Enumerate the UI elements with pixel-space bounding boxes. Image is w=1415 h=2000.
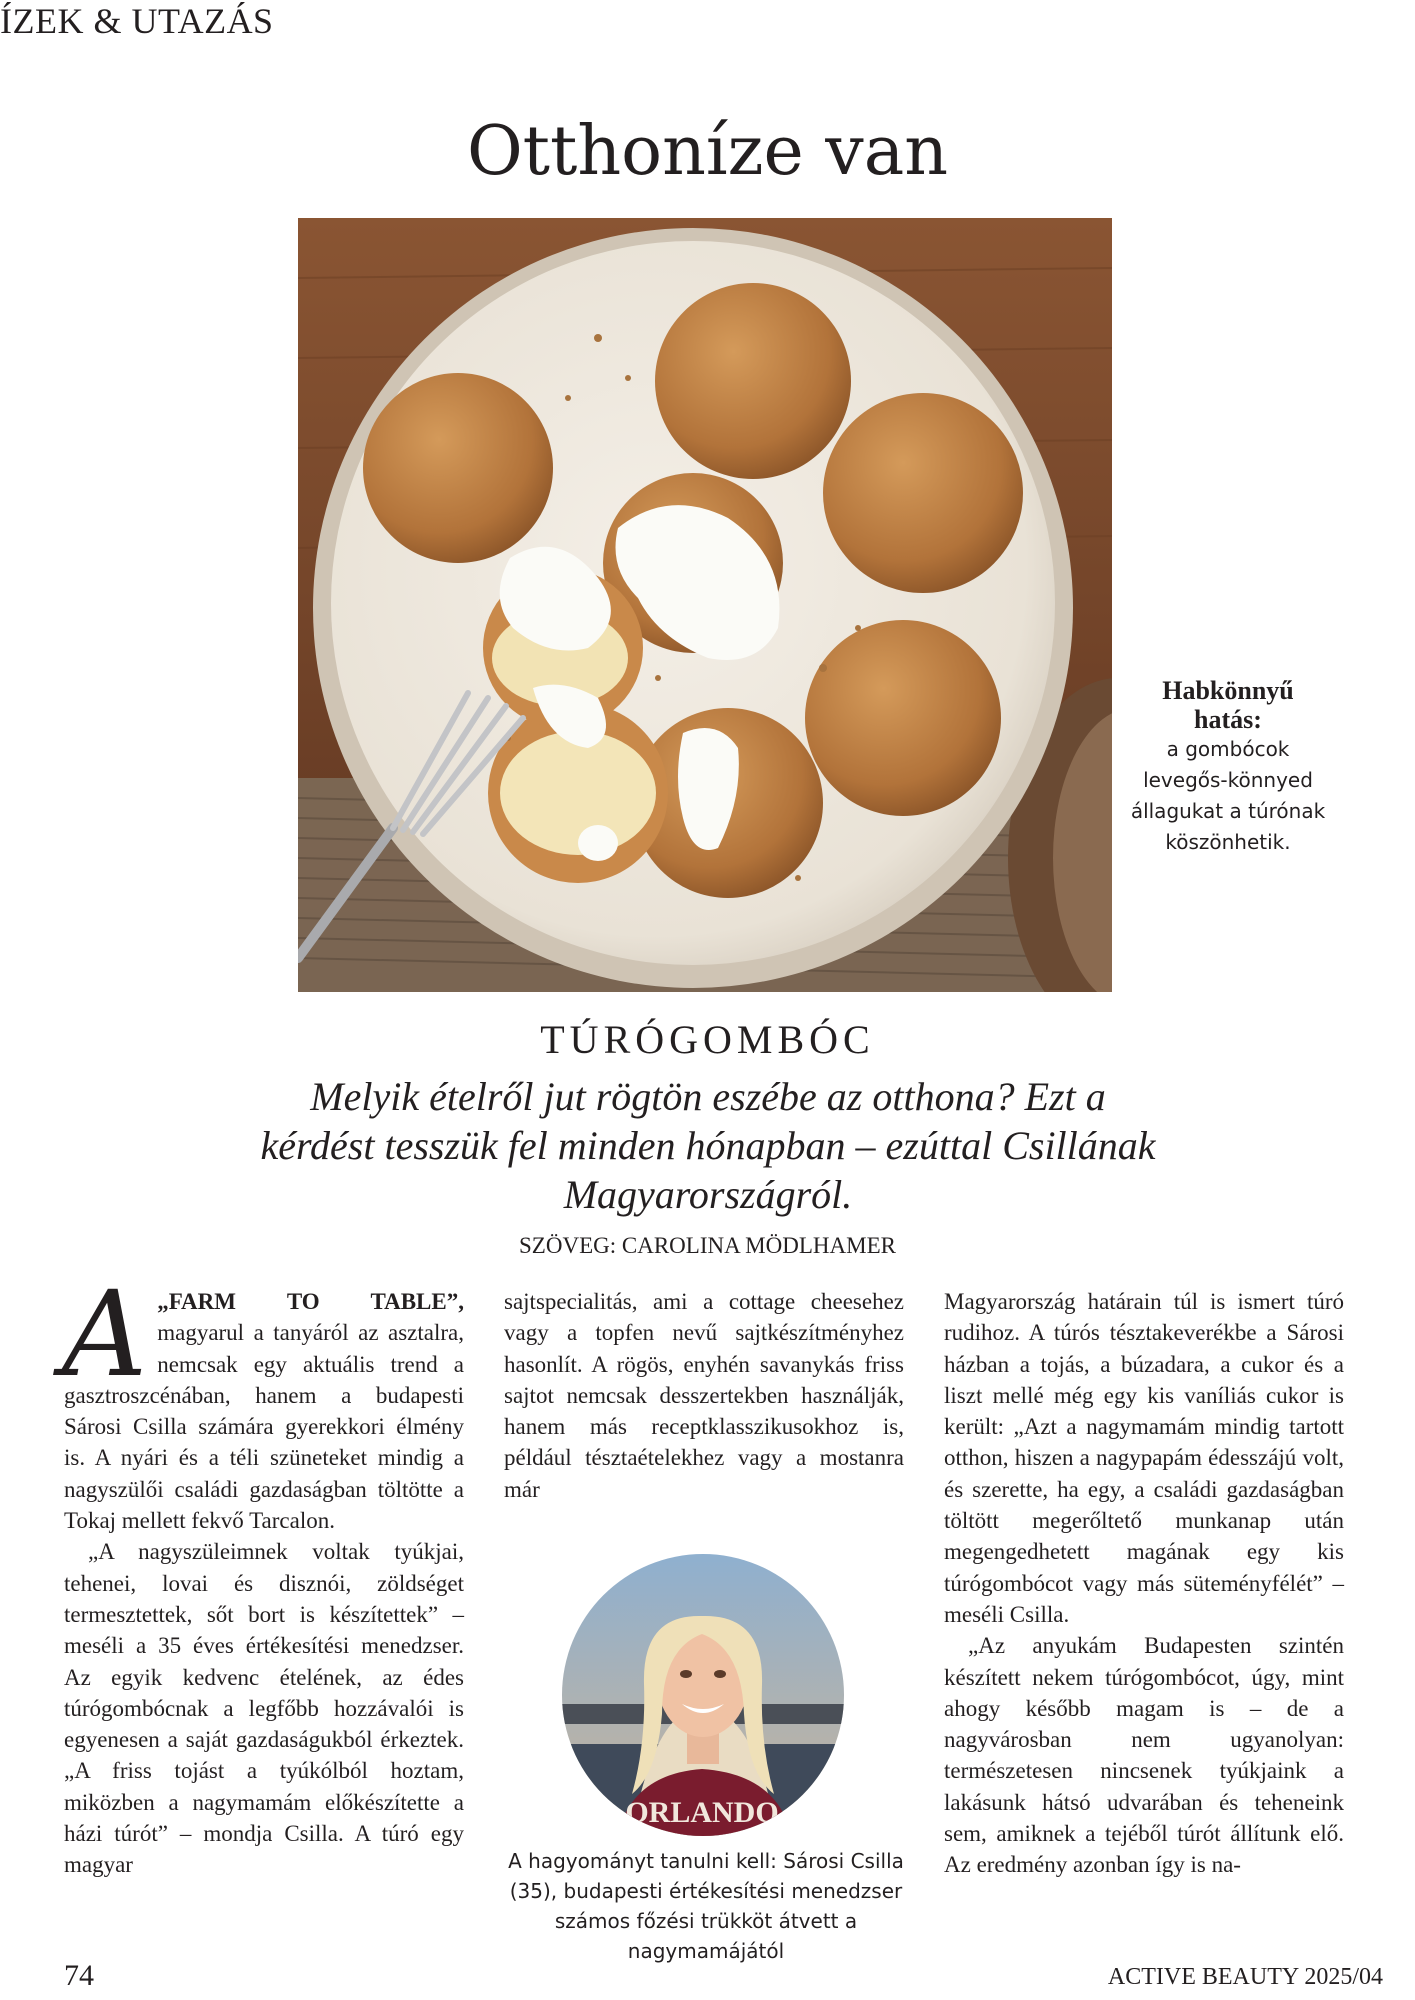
paragraph: „A nagyszüleimnek voltak tyúkjai, tehenei, lovai és disznói, zöldséget termesztettek, sőt bort is készítettek” – meséli a 35 éves értékesítési menedzser. Az egyik kedvenc ételének, az édes túrógombócnak a legfőbb hozzávalói is egyenesen a saját gazdaságukból érkeztek. „A friss tojást a tyúkólból hoztam, miközben a nagymamám előkészítette a házi túrót” – mondja Csilla. A túró egy magyar [64, 1539, 464, 1878]
page-title: Otthoníze van [466, 112, 949, 191]
paragraph: sajtspecialitás, ami a cottage cheesehez vagy a topfen nevű sajtkészítményhez hasonlít. A rögös, enyhén savanykás friss sajtot nemcsak desszertekben használják, hanem más receptklasszikusokhoz is, például tésztaételekhez vagy a mostanra már [504, 1289, 904, 1502]
paragraph: „Az anyukám Budapesten szintén készített nekem túrógombócot, úgy, mint ahogy később magam is – de a nagyvárosban nem ugyanolyan: természetesen nincsenek tyúkjaink a lakásunk hátsó udvarában és teheneink sem, amiknek a tejéből túrót állítunk elő. Az eredmény azonban így is na- [944, 1633, 1344, 1878]
drop-cap: A [62, 1265, 148, 1403]
dumpling-plate-illustration [298, 218, 1112, 992]
dish-name: TÚRÓGOMBÓC [540, 1017, 875, 1062]
shirt-text: ORLANDO [625, 1796, 779, 1829]
article-column-2 [504, 1286, 904, 1505]
hero-caption-body: a gombócok levegős-könnyed állagukat a túrónak köszönhetik. [1130, 737, 1326, 854]
article-lede: Melyik ételről jut rögtön eszébe az otthona? Ezt a kérdést tesszük fel minden hónapban – ezúttal Csillának Magyarországról. [260, 1074, 1156, 1217]
section-label: ÍZEK & UTAZÁS [0, 1, 274, 41]
paragraph-text: magyarul a tanyáról az asztalra, nemcsak egy aktuális trend a gasztroszcénában, hanem a budapesti Sárosi Csilla számára gyerekkori élmény is. A nyári és a téli szüneteket mindig a nagyszülői családi gazdaságban töltötte a Tokaj mellett fekvő Tarcalon. [64, 1320, 464, 1534]
byline: SZÖVEG: CAROLINA MÖDLHAMER [519, 1233, 896, 1258]
lead-in: „FARM TO TABLE”, [157, 1289, 464, 1314]
paragraph [62, 1265, 464, 1536]
article-column-1 [62, 1265, 464, 1881]
hero-photo [298, 218, 1112, 992]
paragraph: Magyarország határain túl is ismert túró rudihoz. A túrós tésztakeverékbe a Sárosi házban a tojás, a búzadara, a cukor és a liszt mellé még egy kis vaníliás cukor is került: „Azt a nagymamám mindig tartott otthon, hiszen a nagypapám édesszájú volt, és szerette, ha egy, a családi gazdaságban töltött megerőltető munkanap után megengedhetett magának egy kis túrógombócot vagy más süteményfélét” – meséli Csilla. [944, 1289, 1344, 1627]
woman-portrait-illustration [562, 1554, 844, 1836]
portrait-photo [562, 1554, 844, 1836]
magazine-issue: ACTIVE BEAUTY 2025/04 [1107, 1964, 1383, 1990]
hero-caption-title: Habkönnyű hatás: [1162, 676, 1294, 734]
article-column-3 [944, 1286, 1344, 1881]
hero-caption [1128, 676, 1328, 858]
portrait-caption: A hagyományt tanulni kell: Sárosi Csilla (35), budapesti értékesítési menedzser számos főzési trükköt átvett a nagymamájától [508, 1849, 904, 1963]
page-number: 74 [64, 1959, 94, 1992]
